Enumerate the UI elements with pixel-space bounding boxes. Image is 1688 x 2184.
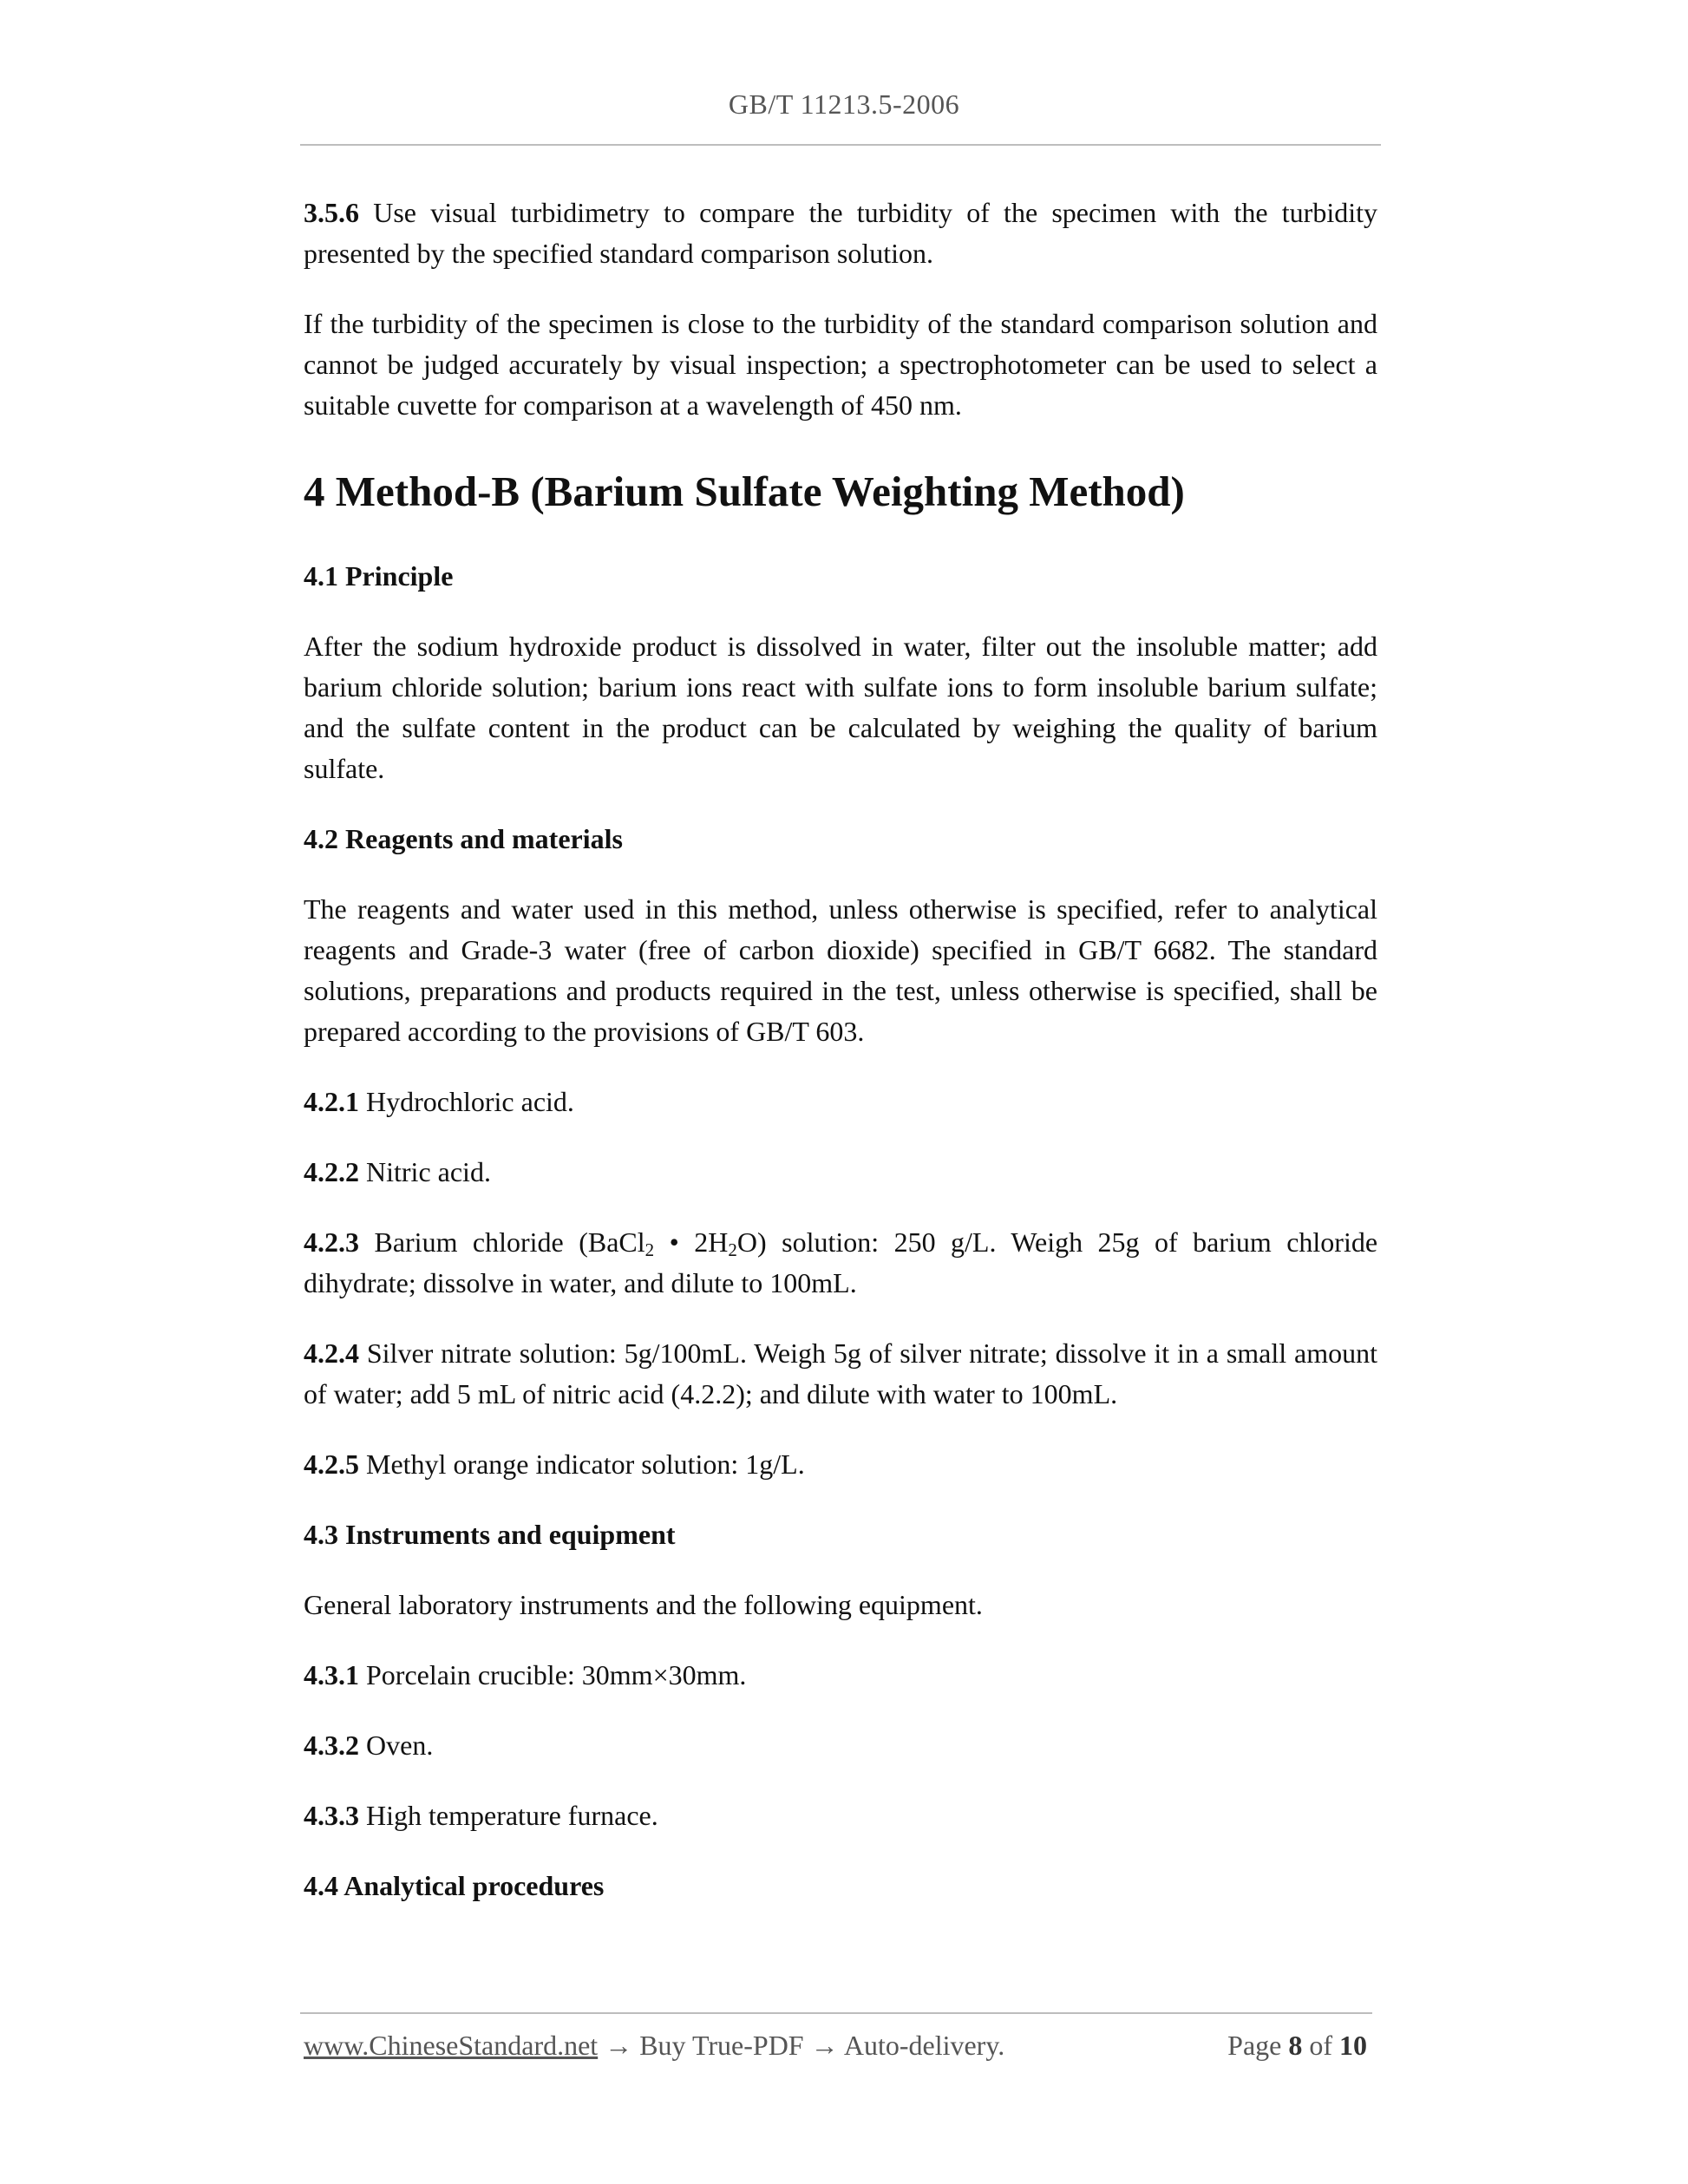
website-link[interactable]: www.ChineseStandard.net (304, 2030, 599, 2061)
paragraph-4-2-1 (304, 1082, 1377, 1122)
clause-number: 3.5.6 (304, 197, 359, 228)
paragraph-text-post: O) solution: 250 g/L. Weigh 25g of barium chloride dihydrate; dissolve in water, and dilute to 100mL. (304, 1226, 1378, 1298)
footer-left (304, 2030, 1004, 2062)
paragraph-text: Porcelain crucible: 30mm×30mm. (366, 1659, 747, 1690)
footer-divider (300, 2012, 1372, 2014)
paragraph-4-2-4 (304, 1333, 1377, 1415)
section-heading-4: 4 Method-B (Barium Sulfate Weighting Method) (304, 468, 1185, 515)
page-indicator (1227, 2030, 1367, 2062)
heading-4-2: 4.2 Reagents and materials (304, 823, 623, 854)
clause-number: 4.2.5 (304, 1448, 359, 1480)
current-page-number: 8 (1288, 2030, 1303, 2061)
clause-number: 4.3.3 (304, 1800, 359, 1831)
paragraph-text: Oven. (366, 1730, 434, 1761)
paragraph-4-3-1 (304, 1655, 1377, 1696)
paragraph-text-pre: Barium chloride (BaCl (374, 1226, 645, 1258)
paragraph-3-5-6-note: If the turbidity of the specimen is close to the turbidity of the standard comparison solution and cannot be judged accurately by visual inspection; a spectrophotometer can be used to select a suitable cuvette for comparison at a wavelength of 450 nm. (304, 308, 1377, 421)
heading-4-1: 4.1 Principle (304, 560, 454, 592)
paragraph-text: Silver nitrate solution: 5g/100mL. Weigh 5g of silver nitrate; dissolve it in a small amount of water; add 5 mL of nitric acid (4.2.2); and dilute with water to 100mL. (304, 1337, 1378, 1409)
footer-tagline: → Buy True-PDF → Auto-delivery. (598, 2030, 1005, 2061)
paragraph-text: Hydrochloric acid. (366, 1086, 574, 1117)
paragraph-4-3: General laboratory instruments and the following equipment. (304, 1589, 983, 1620)
total-pages-number: 10 (1339, 2030, 1367, 2061)
page-label: Page (1227, 2030, 1282, 2061)
subscript: 2 (728, 1239, 737, 1260)
paragraph-text-mid: • 2H (654, 1226, 729, 1258)
clause-number: 4.3.1 (304, 1659, 359, 1690)
header-title: GB/T 11213.5-2006 (728, 88, 960, 120)
clause-number: 4.2.1 (304, 1086, 359, 1117)
of-label: of (1309, 2030, 1332, 2061)
clause-number: 4.2.2 (304, 1156, 359, 1187)
page-content (304, 193, 1377, 1936)
paragraph-text: Nitric acid. (366, 1156, 491, 1187)
paragraph-text: High temperature furnace. (366, 1800, 658, 1831)
paragraph-text: Methyl orange indicator solution: 1g/L. (366, 1448, 805, 1480)
paragraph-3-5-6 (304, 193, 1377, 274)
paragraph-4-2-2 (304, 1152, 1377, 1193)
heading-4-4: 4.4 Analytical procedures (304, 1870, 605, 1901)
paragraph-4-3-2 (304, 1725, 1377, 1766)
subscript: 2 (644, 1239, 655, 1260)
paragraph-4-2-3 (304, 1222, 1377, 1304)
clause-number: 4.2.4 (304, 1337, 359, 1369)
paragraph-4-2-5 (304, 1444, 1377, 1485)
clause-number: 4.2.3 (304, 1226, 359, 1258)
header-divider (300, 144, 1381, 146)
paragraph-4-1: After the sodium hydroxide product is dissolved in water, filter out the insoluble matter; add barium chloride solution; barium ions react with sulfate ions to form insoluble barium sulfate; and the sulfate content in the product can be calculated by weighing the quality of barium sulfate. (304, 631, 1377, 784)
paragraph-text: Use visual turbidimetry to compare the turbidity of the specimen with the turbidity presented by the specified standard comparison solution. (304, 197, 1378, 269)
paragraph-4-2: The reagents and water used in this method, unless otherwise is specified, refer to analytical reagents and Grade-3 water (free of carbon dioxide) specified in GB/T 6682. The standard solutions, preparations and products required in the test, unless otherwise is specified, shall be prepared according to the provisions of GB/T 603. (304, 893, 1377, 1047)
clause-number: 4.3.2 (304, 1730, 359, 1761)
paragraph-4-3-3 (304, 1795, 1377, 1836)
heading-4-3: 4.3 Instruments and equipment (304, 1519, 676, 1550)
